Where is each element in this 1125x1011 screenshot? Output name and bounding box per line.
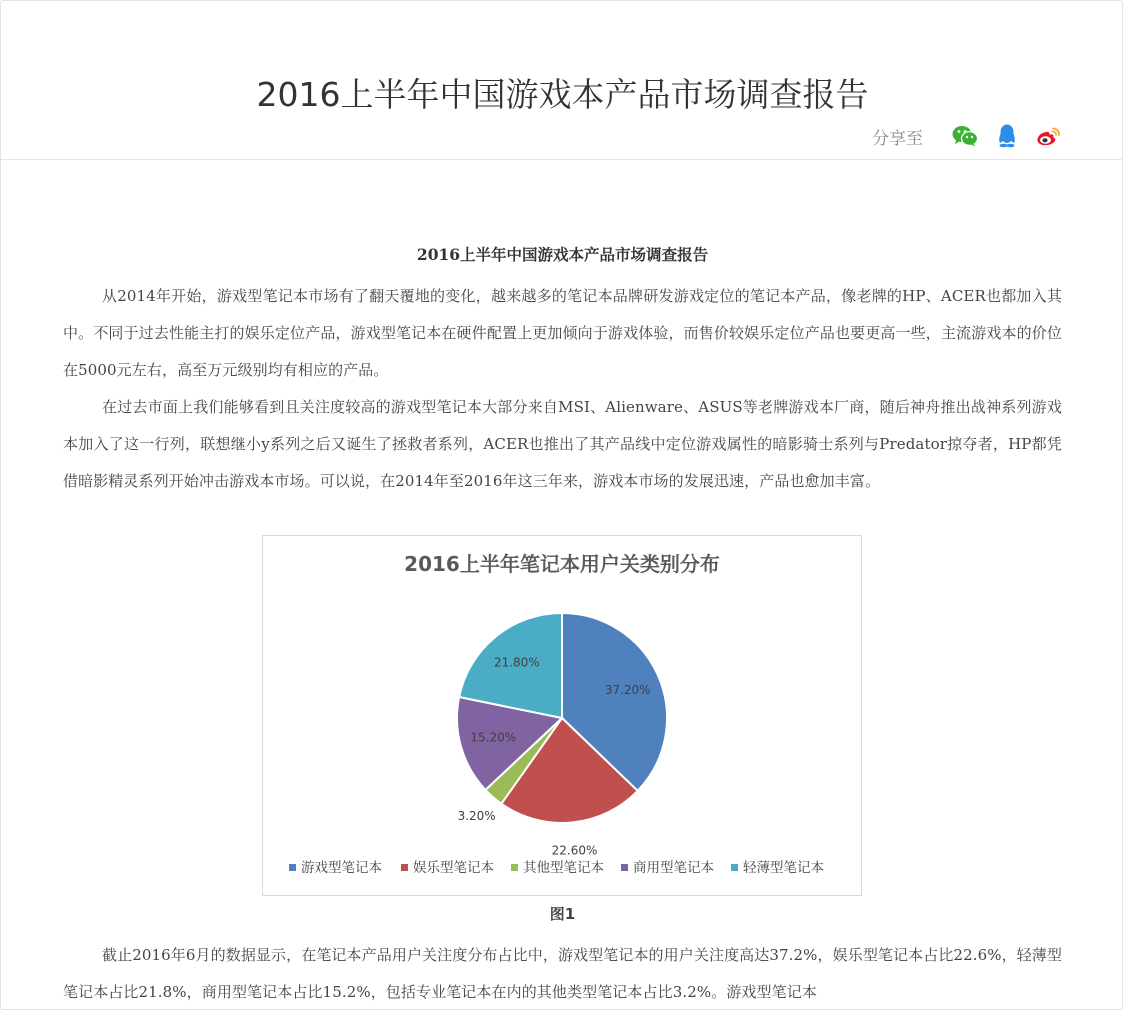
legend-swatch xyxy=(731,864,738,871)
qq-icon[interactable] xyxy=(993,123,1021,149)
wechat-icon[interactable] xyxy=(951,123,979,149)
share-label: 分享至 xyxy=(872,128,923,149)
share-bar xyxy=(872,121,1063,151)
pie-data-label: 21.80% xyxy=(493,655,540,670)
pie-data-label: 15.20% xyxy=(470,730,517,745)
article-body xyxy=(63,232,1062,500)
chart-title: 2016上半年笔记本用户关类别分布 xyxy=(404,552,720,576)
legend-label: 商用型笔记本 xyxy=(633,860,714,876)
article-title: 2016上半年中国游戏本产品市场调查报告 xyxy=(416,245,709,264)
legend-swatch xyxy=(289,864,296,871)
header-divider xyxy=(1,159,1123,160)
paragraph: 在过去市面上我们能够看到且关注度较高的游戏型笔记本大部分来自MSI、Alienware、ASUS等老牌游戏本厂商，随后神舟推出战神系列游戏本加入了这一行列，联想继小y系列之后又诞生了拯救者系列，ACER也推出了其产品线中定位游戏属性的暗影骑士系列与Predator掠夺者，HP都凭借暗影精灵系列开始冲击游戏本市场。可以说，在2014年至2016年这三年来，游戏本市场的发展迅速，产品也愈加丰富。 xyxy=(63,398,1062,490)
legend-swatch xyxy=(401,864,408,871)
pie-data-label: 22.60% xyxy=(551,843,598,858)
legend-swatch xyxy=(621,864,628,871)
chart-figure xyxy=(262,535,862,896)
legend-label: 其他型笔记本 xyxy=(523,860,604,876)
figure-caption: 图1 xyxy=(549,905,576,923)
pie-data-label: 37.20% xyxy=(604,683,651,698)
page-title: 2016上半年中国游戏本产品市场调查报告 xyxy=(256,75,869,115)
legend-swatch xyxy=(511,864,518,871)
legend-label: 娱乐型笔记本 xyxy=(413,860,494,876)
paragraph: 从2014年开始，游戏型笔记本市场有了翻天覆地的变化，越来越多的笔记本品牌研发游戏定位的笔记本产品，像老牌的HP、ACER也都加入其中。不同于过去性能主打的娱乐定位产品，游戏型笔记本在硬件配置上更加倾向于游戏体验，而售价较娱乐定位产品也要更高一些，主流游戏本的价位在5000元左右，高至万元级别均有相应的产品。 xyxy=(63,287,1062,379)
legend-label: 游戏型笔记本 xyxy=(301,860,382,876)
weibo-icon[interactable] xyxy=(1035,123,1063,149)
paragraph: 截止2016年6月的数据显示，在笔记本产品用户关注度分布占比中，游戏型笔记本的用户关注度高达37.2%，娱乐型笔记本占比22.6%，轻薄型笔记本占比21.8%，商用型笔记本占比15.2%，包括专业笔记本在内的其他类型笔记本占比3.2%。游戏型笔记本 xyxy=(63,946,1062,1001)
legend-label: 轻薄型笔记本 xyxy=(743,860,824,876)
pie-data-label: 3.20% xyxy=(457,809,496,824)
pie-chart xyxy=(263,536,861,895)
